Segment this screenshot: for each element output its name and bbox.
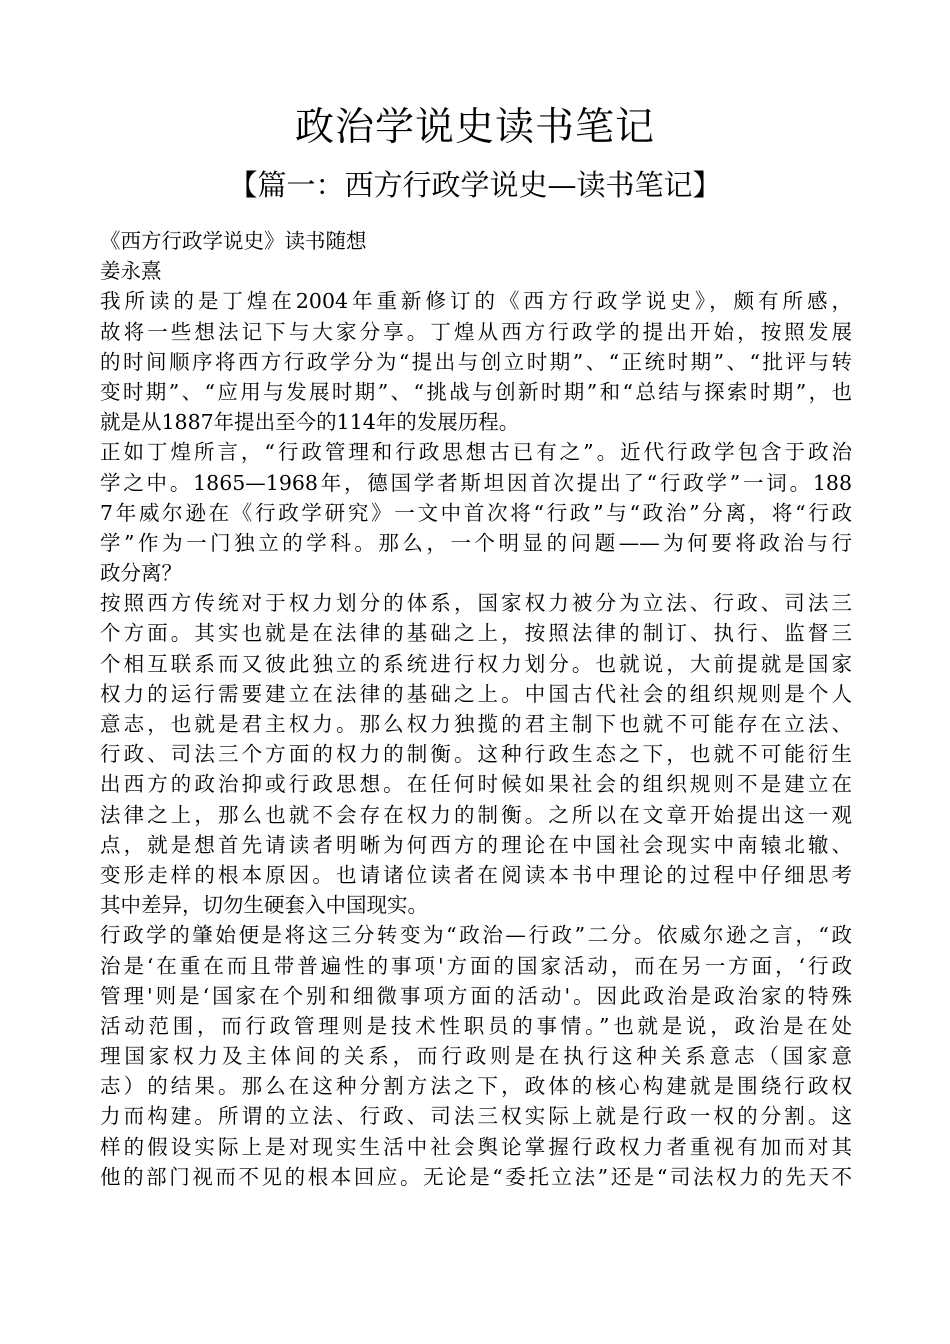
text-line: 学”作为一门独立的学科。那么，一个明显的问题——为何要将政治与行	[100, 530, 852, 555]
text-line: 活动范围，而行政管理则是技术性职员的事情。”也就是说，政治是在处	[100, 1013, 852, 1038]
text-line: 个方面。其实也就是在法律的基础之上，按照法律的制订、执行、监督三	[100, 621, 852, 646]
text-line: 管理'则是‘国家在个别和细微事项方面的活动'。因此政治是政治家的特殊	[100, 983, 852, 1008]
text-line: 他的部门视而不见的根本回应。无论是“委托立法”还是“司法权力的先天不	[100, 1164, 852, 1189]
body-text	[100, 226, 852, 1192]
document-title: 政治学说史读书笔记	[294, 105, 655, 150]
text-line: 7年威尔逊在《行政学研究》一文中首次将“行政”与“政治”分离，将“行政	[100, 500, 852, 525]
text-line: 按照西方传统对于权力划分的体系，国家权力被分为立法、行政、司法三	[100, 591, 852, 616]
text-line: 学之中。1865—1968年，德国学者斯坦因首次提出了“行政学”一词。188	[100, 470, 852, 495]
text-line: 变时期”、“应用与发展时期”、“挑战与创新时期”和“总结与探索时期”，也	[100, 379, 852, 404]
text-line: 变形走样的根本原因。也请诸位读者在阅读本书中理论的过程中仔细思考	[100, 862, 852, 887]
text-line: 《西方行政学说史》读书随想	[100, 229, 367, 253]
text-line: 治是‘在重在而且带普遍性的事项'方面的国家活动，而在另一方面，‘行政	[100, 953, 852, 978]
text-line: 正如丁煌所言，“行政管理和行政思想古已有之”。近代行政学包含于政治	[100, 440, 852, 465]
text-line: 其中差异，切勿生硬套入中国现实。	[100, 893, 428, 918]
text-line: 样的假设实际上是对现实生活中社会舆论掌握行政权力者重视有加而对其	[100, 1134, 852, 1159]
text-line: 权力的运行需要建立在法律的基础之上。中国古代社会的组织规则是个人	[100, 681, 852, 706]
text-line: 就是从1887年提出至今的114年的发展历程。	[100, 410, 520, 435]
text-line: 行政、司法三个方面的权力的制衡。这种行政生态之下，也就不可能衍生	[100, 742, 852, 767]
text-line: 行政学的肇始便是将这三分转变为“政治—行政”二分。依威尔逊之言，“政	[100, 923, 852, 948]
text-line: 个相互联系而又彼此独立的系统进行权力划分。也就说，大前提就是国家	[100, 651, 852, 676]
text-line: 意志，也就是君主权力。那么权力独揽的君主制下也就不可能存在立法、	[100, 712, 852, 736]
text-line: 法律之上，那么也就不会存在权力的制衡。之所以在文章开始提出这一观	[100, 802, 852, 827]
text-line: 理国家权力及主体间的关系，而行政则是在执行这种关系意志（国家意	[100, 1044, 852, 1069]
text-line: 力而构建。所谓的立法、行政、司法三权实际上就是行政一权的分割。这	[100, 1104, 852, 1129]
text-line: 姜永熹	[100, 259, 162, 284]
text-line: 政分离？	[100, 561, 182, 586]
text-line: 出西方的政治抑或行政思想。在任何时候如果社会的组织规则不是建立在	[100, 772, 852, 797]
text-line: 故将一些想法记下与大家分享。丁煌从西方行政学的提出开始，按照发展	[100, 319, 852, 344]
text-line: 的时间顺序将西方行政学分为“提出与创立时期”、“正统时期”、“批评与转	[100, 349, 852, 374]
document-subtitle: 【篇一：西方行政学说史—读书笔记】	[228, 168, 722, 202]
text-line: 点，就是想首先请读者明晰为何西方的理论在中国社会现实中南辕北辙、	[100, 832, 852, 857]
text-line: 我所读的是丁煌在2004年重新修订的《西方行政学说史》，颇有所感，	[100, 289, 852, 314]
text-line: 志）的结果。那么在这种分割方法之下，政体的核心构建就是围绕行政权	[100, 1074, 852, 1099]
